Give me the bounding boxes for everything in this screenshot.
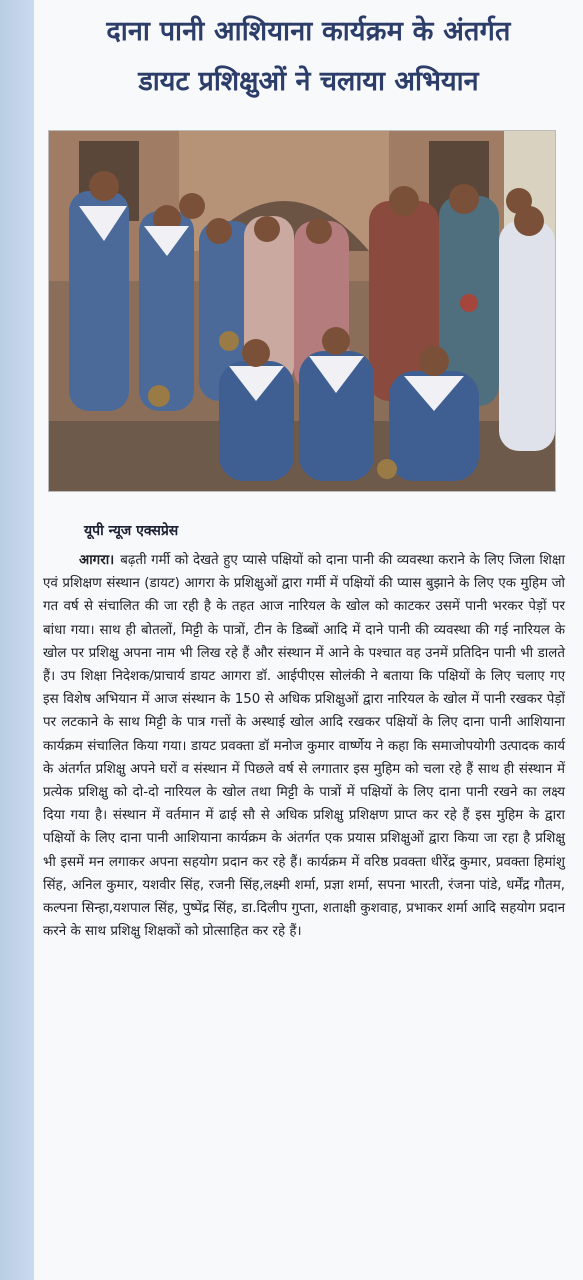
headline-line-2: डायट प्रशिक्षुओं ने चलाया अभियान xyxy=(138,66,479,97)
headline-line-1: दाना पानी आशियाना कार्यक्रम के अंतर्गत xyxy=(106,16,511,47)
group-photo-illustration xyxy=(49,131,555,491)
article-text: बढ़ती गर्मी को देखते हुए प्यासे पक्षियों को दाना पानी की व्यवस्था कराने के लिए जिला शिक्षा एवं प्रशिक्षण संस्थान (डायट) आगरा के प्रशिक्षुओं द्वारा गर्मी में पक्षियों की प्यास बुझाने के लिए एक मुहिम जो गत वर्ष से संचालित की जा रही है के तहत आज नारियल के खोल को काटकर उसमें पानी भरकर पेड़ों पर बांधा गया। साथ ही बोतलों, मिट्टी के पात्रों, टीन के डिब्बों आदि में दाने पानी की व्यवस्था की गई नारियल के खोल पर प्रशिक्षु अपना नाम भी लिख रहे हैं और संस्थान में आने के पश्चात वह उनमें प्रतिदिन पानी भी डालते हैं। उप शिक्षा निदेशक/प्राचार्य डायट आगरा डॉ. आईपीएस सोलंकी ने बताया कि पक्षियों के लिए चलाए गए इस विशेष अभियान में आज संस्थान के 150 से अधिक प्रशिक्षुओं द्वारा नारियल के खोल में पानी रखकर पेड़ों पर लटकाने के साथ मिट्टी के पात्र गत्तों के अस्थाई खोल आदि रखकर पक्षियों के लिए दाना पानी आशियाना कार्यक्रम संचालित किया गया। डायट प्रवक्ता डॉ मनोज कुमार वार्ष्णेय ने कहा कि समाजोपयोगी उत्पादक कार्य के अंतर्गत प्रशिक्षु अपने घरों व संस्थान में पिछले वर्ष से लगातार इस मुहिम को चला रहे हैं साथ ही संस्थान में प्रत्येक प्रशिक्षु को दो-दो नारियल के खोल तथा मिट्टी के पात्रों में पक्षियों के लिए दाना पानी रखने का लक्ष्य दिया गया है। संस्थान में वर्तमान में ढाई सौ से अधिक प्रशिक्षु प्रशिक्षण प्राप्त कर रहे हैं इस मुहिम के द्वारा पक्षियों के लिए दाना पानी आशियाना कार्यक्रम के अंतर्गत एक प्रयास प्रशिक्षुओं द्वारा किया जा रहा है प्रशिक्षु भी इसमें मन लगाकर अपना सहयोग प्रदान कर रहे हैं। कार्यक्रम में वरिष्ठ प्रवक्ता धीरेंद्र कुमार, प्रवक्ता हिमांशु सिंह, अनिल कुमार, यशवीर सिंह, रजनी सिंह,लक्ष्मी शर्मा, प्रज्ञा शर्मा, सपना भारती, रंजना पांडे, धर्मेंद्र गौतम, कल्पना सिन्हा,यशपाल सिंह, पुष्पेंद्र सिंह, डा.दिलीप गुप्ता, शताक्षी कुशवाह, प्रभाकर शर्मा आदि सहयोग प्रदान करने के साथ प्रशिक्षु शिक्षकों को प्रोत्साहित कर रहे हैं। xyxy=(43,553,565,940)
byline: यूपी न्यूज एक्सप्रेस xyxy=(84,523,179,539)
dateline: आगरा। xyxy=(79,553,115,568)
headline xyxy=(34,10,583,104)
background-strip xyxy=(0,0,34,1280)
article-body xyxy=(43,549,565,943)
group-photo xyxy=(48,130,556,492)
